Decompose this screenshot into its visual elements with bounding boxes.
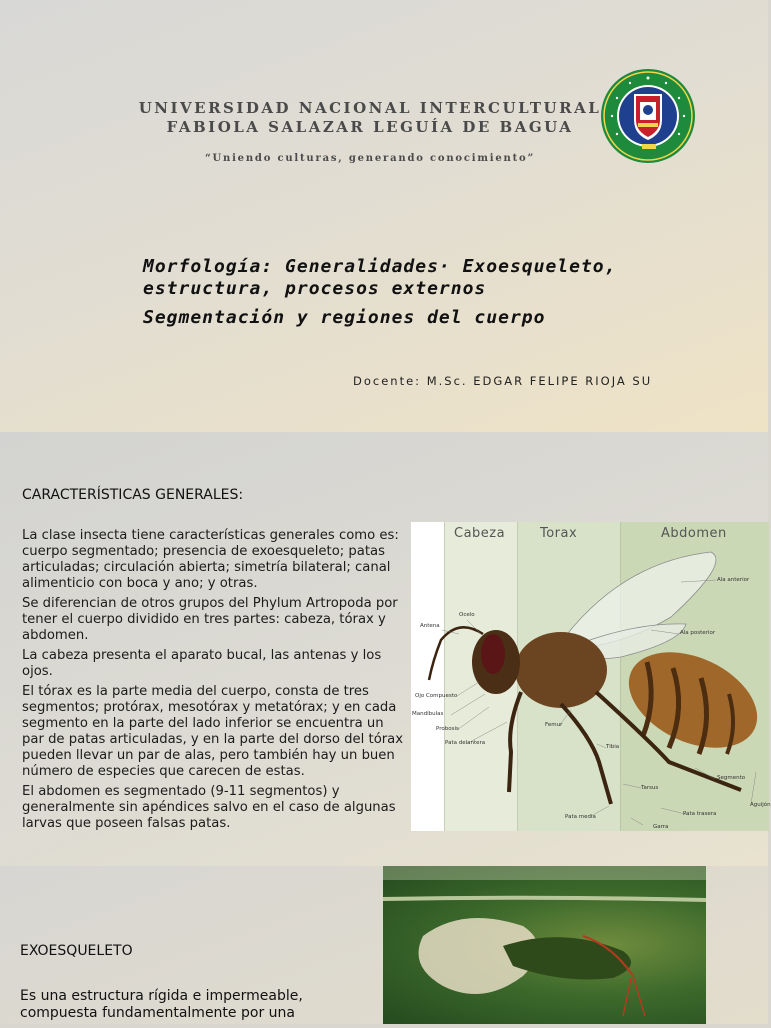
label-segmento: Segmento: [717, 775, 746, 781]
band-label-cabeza: Cabeza: [454, 526, 506, 541]
paragraph: El tórax es la parte media del cuerpo, consta de tres segmentos; protórax, mesotórax y metatórax; y en cada segmento en la parte del lado inferior se encuentra un par de patas articuladas, y en la parte del dorso del tórax pueden llevar un par de alas, pero también hay un buen número de especies que carecen de estas.: [22, 684, 404, 779]
bee-illustration: [411, 522, 768, 831]
label-femur: Femur: [545, 722, 563, 728]
label-probosis: Probosis: [436, 726, 459, 732]
label-pata-trasera: Pata trasera: [683, 811, 717, 817]
paragraph: El abdomen es segmentado (9-11 segmentos) y generalmente sin apéndices salvo en el caso de algunas larvas que poseen falsas patas.: [22, 784, 396, 831]
label-ocelo: Ocelo: [459, 612, 475, 618]
label-mandibulas: Mandíbulas: [412, 711, 444, 717]
exoskeleton-slide: [0, 866, 768, 1024]
title-slide: [0, 0, 768, 432]
photo-illustration: [383, 866, 706, 1024]
text-line: compuesta fundamentalmente por una: [20, 1005, 295, 1021]
label-garra: Garra: [653, 824, 669, 830]
label-pata-media: Pata media: [565, 814, 596, 820]
label-aguijon: Aguijón: [750, 802, 771, 808]
university-name-line2: FABIOLA SALAZAR LEGUÍA DE BAGUA: [166, 118, 574, 136]
university-name-line1: UNIVERSIDAD NACIONAL INTERCULTURAL: [138, 99, 602, 117]
label-tibia: Tibia: [606, 744, 620, 750]
university-seal-logo: [600, 68, 696, 164]
presentation-title-line1: Morfología: Generalidades· Exoesqueleto,: [143, 256, 617, 277]
university-motto: “Uniendo culturas, generando conocimiento”: [204, 153, 536, 164]
molting-insect-photo: [383, 866, 706, 1024]
section-heading: CARACTERÍSTICAS GENERALES:: [22, 487, 244, 503]
label-pata-delantera: Pata delantera: [445, 740, 486, 746]
label-ala-posterior: Ala posterior: [680, 630, 716, 636]
docente-name: Docente: M.Sc. EDGAR FELIPE RIOJA SU: [353, 374, 653, 388]
paragraph: La clase insecta tiene características generales como es: cuerpo segmentado; presencia de exoesqueleto; patas articuladas; circulación abierta; simetría bilateral; canal alimenticio con boca y ano; y otras.: [22, 528, 399, 591]
paragraph: Se diferencian de otros grupos del Phylum Artropoda por tener el cuerpo dividido en tres partes: cabeza, tórax y abdomen.: [22, 596, 398, 643]
bee-anatomy-figure: [411, 522, 771, 831]
characteristics-text: [22, 528, 407, 836]
label-ojo-compuesto: Ojo Compuesto: [415, 693, 458, 699]
paragraph: La cabeza presenta el aparato bucal, las antenas y los ojos.: [22, 648, 382, 679]
label-antena: Antena: [420, 623, 440, 629]
text-line: Es una estructura rígida e impermeable,: [20, 988, 303, 1004]
label-ala-anterior: Ala anterior: [717, 577, 750, 583]
characteristics-slide: [0, 432, 771, 866]
label-tarsus: Tarsus: [641, 785, 659, 791]
exoskeleton-text: [20, 988, 370, 1022]
band-label-abdomen: Abdomen: [661, 526, 727, 541]
section-heading: EXOESQUELETO: [20, 943, 133, 959]
presentation-title-line2: estructura, procesos externos: [143, 278, 487, 299]
presentation-title-line3: Segmentación y regiones del cuerpo: [143, 307, 546, 328]
band-label-torax: Torax: [540, 526, 578, 541]
